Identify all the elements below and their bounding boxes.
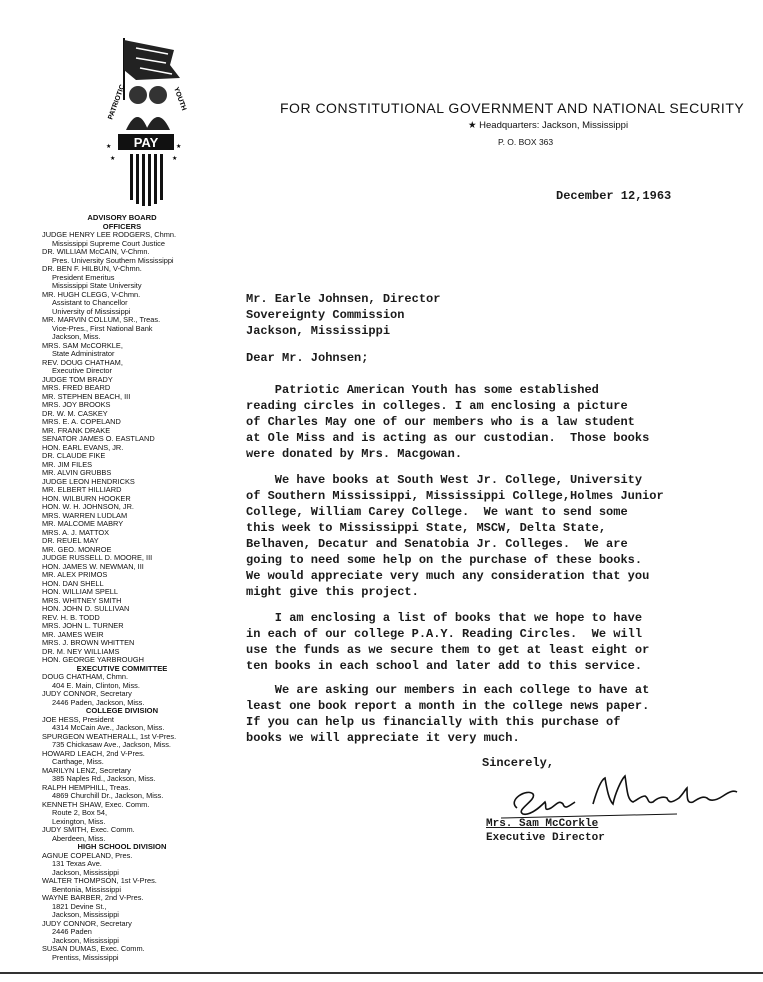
board-member-name: MRS. JOY BROOKS [42, 400, 111, 409]
board-member-name: MR. FRANK DRAKE [42, 425, 111, 435]
college-division-detail: Carthage, Miss. [52, 757, 104, 766]
college-division-detail: 4869 Churchill Dr., Jackson, Miss. [52, 791, 164, 800]
advisory-sidebar [42, 214, 232, 962]
board-member-name: MRS. JOHN L. TURNER [42, 621, 124, 630]
officer-detail: Jackson, Miss. [52, 332, 101, 341]
logo-right-text: YOUTH [172, 86, 188, 112]
recipient-address: Mr. Earle Johnsen, Director Sovereignty Commission Jackson, Mississippi [246, 292, 441, 338]
high-school-division-detail: Prentiss, Mississippi [52, 952, 119, 962]
officer-detail: President Emeritus [52, 272, 115, 282]
board-member-name: MR. ALEX PRIMOS [42, 570, 108, 579]
college-division-detail: Aberdeen, Miss. [52, 833, 106, 843]
high-school-division-entry [42, 945, 232, 962]
org-title: FOR CONSTITUTIONAL GOVERNMENT AND NATIONAL SECURITY [280, 100, 745, 116]
board-member-name: MRS. FRED BEARD [42, 383, 111, 392]
salutation: Dear Mr. Johnsen; [246, 351, 369, 365]
board-member-name: MR. MALCOME MABRY [42, 519, 124, 528]
paragraph-2: We have books at South West Jr. College, University of Southern Mississippi, Mississippi College,Holmes Junior College, William Carey College. We want to send some this week to Mississippi State, MSCW, Delta State, Belhaven, Decatur and Senatobia Jr. Colleges. We are going to need some help on the purchase of these books. We would appreciate very much any consideration that you might give this project. [246, 473, 664, 599]
officer-name: DR. BEN F. HILBUN, V-Chmn. [42, 264, 142, 273]
high-school-division-name: JUDY CONNOR, Secretary [42, 918, 132, 928]
officer-detail: Mississippi Supreme Court Justice [52, 238, 165, 248]
board-member-name: HON. DAN SHELL [42, 578, 104, 588]
high-school-division-detail: 131 Texas Ave. [52, 859, 102, 868]
high-school-division-detail: 2446 Paden [52, 927, 92, 936]
officer-name: DR. WILLIAM McCAIN, V-Chmn. [42, 247, 150, 256]
board-member-name: HON. EARL EVANS, JR. [42, 442, 124, 452]
college-division-entry [42, 716, 232, 733]
high-school-division-list [42, 852, 232, 963]
college-division-entry [42, 767, 232, 784]
closing: Sincerely, [482, 756, 555, 770]
officer-name: REV. DOUG CHATHAM, [42, 357, 123, 367]
handwritten-signature [497, 770, 747, 820]
board-member-name: MR. ALVIN GRUBBS [42, 468, 112, 477]
officer-entry [42, 231, 232, 248]
officer-name: JUDGE HENRY LEE RODGERS, Chmn. [42, 230, 177, 239]
board-member-name: HON. JAMES W. NEWMAN, III [42, 561, 144, 571]
paragraph-1: Patriotic American Youth has some established reading circles in colleges. I am enclosing a picture of Charles May one of our members who is a law student at Ole Miss and is acting as our custodian. Those books were donated by Mrs. Macgowan. [246, 383, 650, 461]
college-division-name: HOWARD LEACH, 2nd V-Pres. [42, 748, 145, 758]
logo-banner-text: PAY [133, 135, 159, 150]
college-division-detail: 4314 McCain Ave., Jackson, Miss. [52, 723, 165, 732]
signer-title: Executive Director [486, 832, 605, 844]
high-school-division-entry [42, 894, 232, 920]
board-member-name: HON. JOHN D. SULLIVAN [42, 604, 130, 613]
letterhead [280, 100, 750, 147]
exec-committee-name: DOUG CHATHAM, Chmn. [42, 672, 129, 681]
svg-text:★: ★ [106, 144, 112, 150]
college-division-name: MARILYN LENZ, Secretary [42, 765, 131, 775]
high-school-division-entry [42, 920, 232, 946]
board-member-name: MRS. WHITNEY SMITH [42, 595, 122, 605]
signer-name: Mrs. Sam McCorkle [486, 818, 599, 830]
college-division-name: SPURGEON WEATHERALL, 1st V-Pres. [42, 731, 177, 741]
college-division-name: JOE HESS, President [42, 714, 114, 724]
pay-emblem-logo [96, 30, 196, 210]
page-bottom-rule [0, 972, 763, 974]
officer-name: MR. MARVIN COLLUM, SR., Treas. [42, 315, 161, 324]
board-member-name: MR. ELBERT HILLIARD [42, 485, 122, 494]
board-member-name: JUDGE LEON HENDRICKS [42, 476, 135, 486]
high-school-division-name: WAYNE BARBER, 2nd V-Pres. [42, 893, 144, 902]
board-member-name: DR. M. NEY WILLIAMS [42, 646, 120, 656]
college-division-detail: Route 2, Box 54, [52, 808, 108, 817]
board-member-name: MR. GEO. MONROE [42, 544, 112, 554]
board-member-name: JUDGE TOM BRADY [42, 374, 113, 384]
board-member-name: MRS. E. A. COPELAND [42, 417, 121, 426]
exec-committee-detail: 404 E. Main, Clinton, Miss. [52, 680, 140, 690]
college-division-title: COLLEGE DIVISION [85, 706, 159, 715]
executive-committee-title: EXECUTIVE COMMITTEE [76, 663, 168, 673]
officer-detail: Pres. University Southern Mississippi [52, 255, 174, 265]
officer-detail: Vice-Pres., First National Bank [52, 323, 153, 333]
college-division-name: KENNETH SHAW, Exec. Comm. [42, 799, 150, 809]
officer-name: MR. HUGH CLEGG, V-Chmn. [42, 289, 141, 299]
officer-entry [42, 342, 232, 359]
high-school-division-title: HIGH SCHOOL DIVISION [77, 842, 167, 851]
high-school-division-name: SUSAN DUMAS, Exec. Comm. [42, 944, 145, 953]
board-member-name: HON. WILBURN HOOKER [42, 493, 131, 503]
college-division-entry [42, 733, 232, 750]
college-division-detail: 735 Chickasaw Ave., Jackson, Miss. [52, 740, 171, 749]
headquarters-line: ★ Headquarters: Jackson, Mississippi [468, 120, 629, 131]
college-division-entry [42, 801, 232, 827]
officer-entry [42, 316, 232, 342]
high-school-division-detail: Jackson, Mississippi [52, 867, 119, 877]
board-member-name: REV. H. B. TODD [42, 612, 100, 622]
members-list [42, 376, 232, 665]
high-school-division-detail: Jackson, Mississippi [52, 910, 119, 919]
svg-text:★: ★ [176, 144, 182, 150]
board-member-name: HON. GEORGE YARBROUGH [42, 655, 144, 664]
board-member-name: JUDGE RUSSELL D. MOORE, III [42, 553, 153, 562]
college-division-entry [42, 826, 232, 843]
board-member-name: HON. W. H. JOHNSON, JR. [42, 502, 134, 511]
officer-entry [42, 265, 232, 291]
college-division-entry [42, 784, 232, 801]
letter-date: December 12,1963 [556, 189, 672, 203]
board-member-name: MRS. WARREN LUDLAM [42, 510, 128, 520]
college-division-detail: 385 Naples Rd., Jackson, Miss. [52, 774, 156, 783]
exec-committee-entry [42, 673, 232, 690]
board-member-name: MR. STEPHEN BEACH, III [42, 391, 131, 401]
po-box: P. O. BOX 363 [498, 137, 554, 147]
officer-entry [42, 359, 232, 376]
college-division-list [42, 716, 232, 844]
college-division-entry [42, 750, 232, 767]
officer-detail: Assistant to Chancellor [52, 298, 128, 307]
board-member-name: SENATOR JAMES O. EASTLAND [42, 434, 155, 443]
high-school-division-detail: Bentonia, Mississippi [52, 884, 122, 894]
officer-detail: Mississippi State University [52, 281, 142, 290]
officer-detail: Executive Director [52, 366, 112, 375]
board-member-name: DR. W. M. CASKEY [42, 408, 108, 418]
officer-detail: State Administrator [52, 349, 115, 358]
board-member-name: MR. JAMES WEIR [42, 629, 104, 639]
paragraph-4: We are asking our members in each college to have at least one book report a month in the college news paper. If you can help us financially with this purchase of books we will appreciate it very much. [246, 683, 650, 745]
board-member-name: DR. CLAUDE FIKE [42, 451, 106, 460]
officer-detail: University of Mississippi [52, 306, 131, 316]
officer-name: MRS. SAM McCORKLE, [42, 340, 123, 350]
logo-left-text: PATRIOTIC [107, 83, 127, 121]
board-member-name: MRS. J. BROWN WHITTEN [42, 638, 135, 647]
board-member-name: MR. JIM FILES [42, 459, 93, 469]
high-school-division-name: AGNUE COPELAND, Pres. [42, 850, 133, 860]
high-school-division-entry [42, 852, 232, 878]
advisory-board-title: ADVISORY BOARD [87, 213, 157, 222]
officer-entry [42, 248, 232, 265]
officers-list [42, 231, 232, 376]
exec-committee-name: JUDY CONNOR, Secretary [42, 689, 132, 698]
high-school-division-entry [42, 877, 232, 894]
high-school-division-detail: 1821 Devine St., [52, 901, 107, 911]
board-member-name: MRS. A. J. MATTOX [42, 527, 110, 537]
high-school-division-detail: Jackson, Mississippi [52, 935, 119, 945]
signer-block [486, 817, 605, 845]
board-member-name: DR. REUEL MAY [42, 536, 99, 545]
svg-text:★: ★ [110, 156, 116, 162]
officer-entry [42, 291, 232, 317]
board-member-name: HON. WILLIAM SPELL [42, 587, 118, 596]
svg-text:★: ★ [172, 156, 178, 162]
executive-committee-list [42, 673, 232, 707]
college-division-detail: Lexington, Miss. [52, 816, 106, 826]
high-school-division-name: WALTER THOMPSON, 1st V-Pres. [42, 876, 157, 885]
officers-title: OFFICERS [102, 221, 142, 231]
college-division-name: JUDY SMITH, Exec. Comm. [42, 825, 135, 834]
exec-committee-detail: 2446 Paden, Jackson, Miss. [52, 697, 145, 707]
paragraph-3: I am enclosing a list of books that we hope to have in each of our college P.A.Y. Reading Circles. We will use the funds as we secure them to get at least eight or ten books in each school and later add to this service. [246, 611, 650, 673]
exec-committee-entry [42, 690, 232, 707]
college-division-name: RALPH HEMPHILL, Treas. [42, 782, 131, 792]
